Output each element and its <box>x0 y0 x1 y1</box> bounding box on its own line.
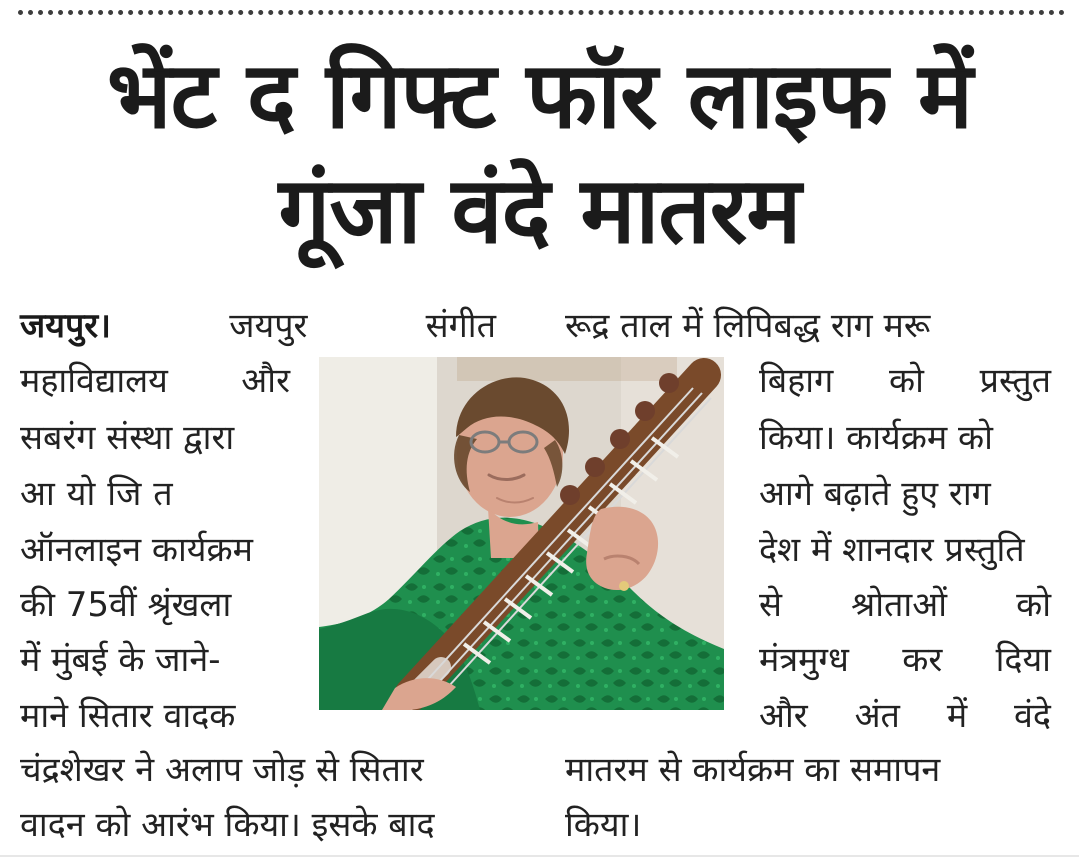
headline-line-2: गूंजा वंदे मातरम <box>278 157 801 264</box>
right-column-word: दिया <box>995 640 1051 680</box>
left-column-line-4: आयोजित <box>20 474 185 514</box>
right-column-word: और <box>759 696 808 736</box>
right-column-line-4: आगे बढ़ाते हुए राग <box>759 474 991 514</box>
left-column-line-5: ऑनलाइन कार्यक्रम <box>20 530 253 570</box>
right-column-line-6 <box>759 585 1051 625</box>
right-column-line-7 <box>759 640 1051 680</box>
right-column-word: से <box>759 585 782 625</box>
right-column-line-8 <box>759 696 1051 736</box>
left-column-line-7: में मुंबई के जाने- <box>20 640 221 680</box>
right-column-line-2 <box>759 361 1051 401</box>
left-column-line-8: माने सितार वादक <box>20 696 236 736</box>
left-column-line-6: की 75वीं श्रृंखला <box>20 585 232 625</box>
left-column-word: संगीत <box>425 306 496 346</box>
right-column-line-9: मातरम से कार्यक्रम का समापन <box>565 750 941 790</box>
left-column-line-3: सबरंग संस्था द्वारा <box>20 418 235 458</box>
left-column-word: और <box>241 361 290 401</box>
right-column-word: कर <box>902 640 943 680</box>
right-column-line-3: किया। कार्यक्रम को <box>759 418 993 458</box>
right-column-word: वंदे <box>1014 696 1051 736</box>
right-column-word: को <box>888 361 924 401</box>
headline-line-1: भेंट द गिफ्ट फॉर लाइफ में <box>106 42 973 149</box>
right-column-word: मंत्रमुग्ध <box>759 640 849 680</box>
left-column-word: जयपुर <box>229 306 308 346</box>
left-column-line-9: चंद्रशेखर ने अलाप जोड़ से सितार <box>20 750 424 790</box>
left-column-line-2 <box>20 361 290 401</box>
right-column-word: श्रोताओं <box>851 585 947 625</box>
left-column-line-1 <box>20 306 496 346</box>
left-column-word: महाविद्यालय <box>20 361 168 401</box>
left-column-line-10: वादन को आरंभ किया। इसके बाद <box>20 805 435 845</box>
bottom-edge-line <box>0 855 1079 857</box>
right-column-word: में <box>946 696 968 736</box>
right-column-line-1: रूद्र ताल में लिपिबद्ध राग मरू <box>565 306 931 346</box>
right-column-word: बिहाग <box>759 361 834 401</box>
right-column-word: प्रस्तुत <box>979 361 1051 401</box>
right-column-word: अंत <box>854 696 900 736</box>
right-column-line-10: किया। <box>565 805 642 845</box>
right-column-line-5: देश में शानदार प्रस्तुति <box>759 530 1025 570</box>
dateline: जयपुर। <box>20 306 112 346</box>
sitar-player-photo <box>319 357 724 710</box>
right-column-word: को <box>1016 585 1051 625</box>
top-dotted-rule <box>18 10 1065 15</box>
sitar-player-illustration <box>319 357 724 710</box>
